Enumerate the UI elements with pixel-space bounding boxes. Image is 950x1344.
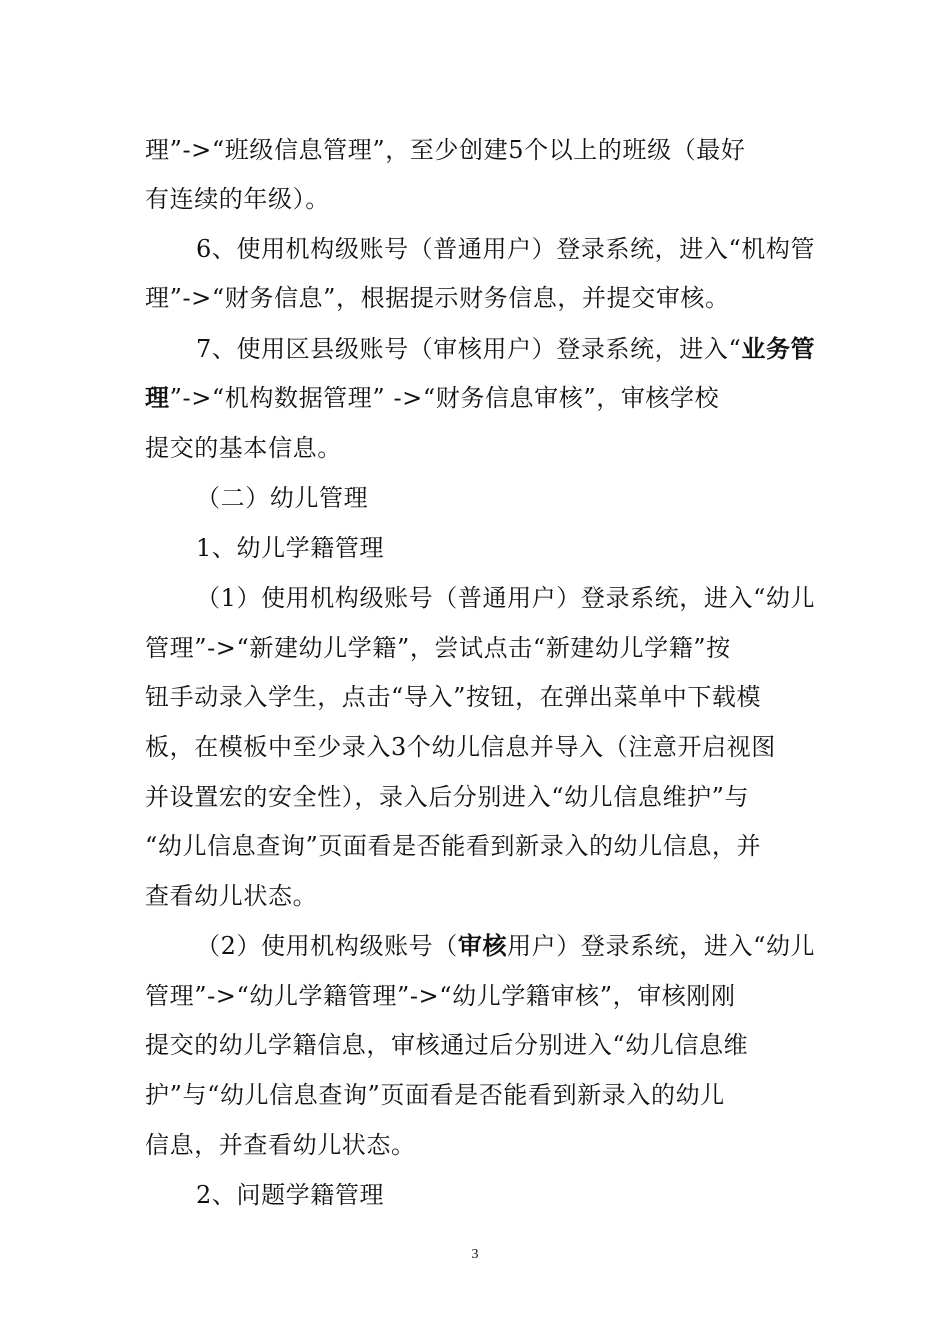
- text-line: [145, 1130, 416, 1160]
- text-run: （1）使用机构级账号（普通用户）登录系统，进入“幼儿: [196, 584, 816, 612]
- text-run: 信息，并查看幼儿状态。: [145, 1131, 416, 1159]
- text-line: [145, 283, 730, 313]
- text-run: 用户）登录系统，进入“幼儿: [507, 932, 816, 960]
- text-line: [145, 881, 317, 911]
- subsection-heading: [196, 1180, 384, 1210]
- text-run: 护”与“幼儿信息查询”页面看是否能看到新录入的幼儿: [145, 1081, 725, 1109]
- text-run: ”->“机构数据管理” ->“财务信息审核”，审核学校: [169, 384, 720, 412]
- text-run: 6、使用机构级账号（普通用户）登录系统，进入“机构管: [196, 235, 816, 263]
- page-number: 3: [471, 1247, 479, 1262]
- text-run: 提交的基本信息。: [145, 434, 342, 462]
- text-line: [196, 583, 815, 613]
- bold-text-run: 理: [145, 384, 170, 412]
- text-run: 提交的幼儿学籍信息，审核通过后分别进入“幼儿信息维: [145, 1031, 749, 1059]
- text-run: 并设置宏的安全性），录入后分别进入“幼儿信息维护”与: [145, 783, 750, 811]
- text-run: 7、使用区县级账号（审核用户）登录系统，进入“: [196, 335, 742, 363]
- text-run: 理”->“财务信息”，根据提示财务信息，并提交审核。: [145, 284, 730, 312]
- text-run: 2、问题学籍管理: [196, 1181, 385, 1209]
- text-line: [196, 931, 815, 961]
- text-line: [145, 383, 719, 413]
- text-line: [145, 1030, 748, 1060]
- text-line: [196, 234, 815, 264]
- text-run: 管理”->“新建幼儿学籍”，尝试点击“新建幼儿学籍”按: [145, 634, 731, 662]
- text-line: [145, 732, 776, 762]
- text-line: [145, 633, 731, 663]
- text-line: [145, 981, 736, 1011]
- text-line: [145, 831, 761, 861]
- text-line: [145, 433, 342, 463]
- text-run: “幼儿信息查询”页面看是否能看到新录入的幼儿信息，并: [145, 832, 762, 860]
- text-run: 1、幼儿学籍管理: [196, 534, 385, 562]
- text-run: 有连续的年级）。: [145, 185, 330, 213]
- bold-text-run: 审核: [457, 932, 508, 960]
- subsection-heading: [196, 533, 384, 563]
- text-run: （2）使用机构级账号（: [196, 932, 458, 960]
- text-run: （二）幼儿管理: [196, 484, 369, 512]
- bold-text-run: 业务管: [741, 335, 816, 363]
- text-line: [145, 782, 749, 812]
- text-line: [145, 184, 330, 214]
- text-run: 板，在模板中至少录入3个幼儿信息并导入（注意开启视图: [145, 733, 776, 761]
- text-line: [145, 135, 746, 165]
- text-line: [145, 682, 761, 712]
- text-line: [196, 334, 815, 364]
- section-heading: [196, 483, 368, 513]
- text-run: 理”->“班级信息管理”，至少创建5个以上的班级（最好: [145, 136, 746, 164]
- text-line: [145, 1080, 725, 1110]
- text-run: 钮手动录入学生，点击“导入”按钮，在弹出菜单中下载模: [145, 683, 762, 711]
- text-run: 查看幼儿状态。: [145, 882, 318, 910]
- text-run: 管理”->“幼儿学籍管理”->“幼儿学籍审核”，审核刚刚: [145, 982, 736, 1010]
